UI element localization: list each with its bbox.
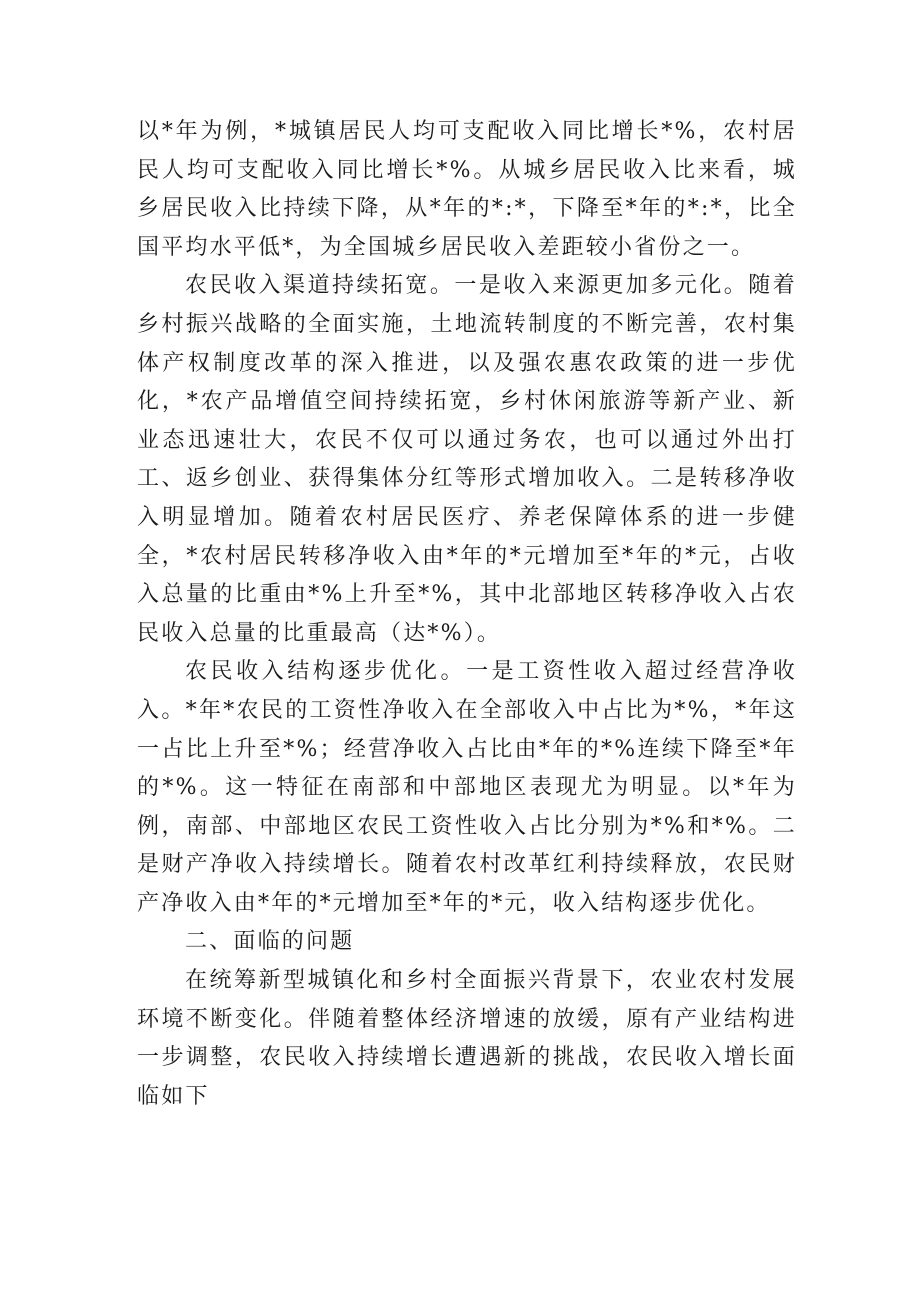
paragraph-income-ratio: 以*年为例，*城镇居民人均可支配收入同比增长*%，农村居民人均可支配收入同比增长*%。从城乡居民收入比来看，城乡居民收入比持续下降，从*年的*:*，下降至*年的*:*，比全国平均水平低*，为全国城乡居民收入差距较小省份之一。	[137, 119, 797, 260]
paragraph-problems-intro: 在统筹新型城镇化和乡村全面振兴背景下，农业农村发展环境不断变化。伴随着整体经济增速的放缓，原有产业结构进一步调整，农民收入持续增长遭遇新的挑战，农民收入增长面临如下	[137, 968, 797, 1109]
document-body	[137, 113, 797, 1116]
section-heading-problems: 二、面临的问题	[185, 929, 355, 955]
paragraph-income-structure: 农民收入结构逐步优化。一是工资性收入超过经营净收入。*年*农民的工资性净收入在全部收入中占比为*%，*年这一占比上升至*%；经营净收入占比由*年的*%连续下降至*年的*%。这一特征在南部和中部地区表现尤为明显。以*年为例，南部、中部地区农民工资性收入占比分别为*%和*%。二是财产净收入持续增长。随着农村改革红利持续释放，农民财产净收入由*年的*元增加至*年的*元，收入结构逐步优化。	[137, 659, 797, 916]
paragraph-income-channels: 农民收入渠道持续拓宽。一是收入来源更加多元化。随着乡村振兴战略的全面实施，土地流转制度的不断完善，农村集体产权制度改革的深入推进，以及强农惠农政策的进一步优化，*农产品增值空间持续拓宽，乡村休闲旅游等新产业、新业态迅速壮大，农民不仅可以通过务农，也可以通过外出打工、返乡创业、获得集体分红等形式增加收入。二是转移净收入明显增加。随着农村居民医疗、养老保障体系的进一步健全，*农村居民转移净收入由*年的*元增加至*年的*元，占收入总量的比重由*%上升至*%，其中北部地区转移净收入占农民收入总量的比重最高（达*%）。	[137, 273, 797, 646]
